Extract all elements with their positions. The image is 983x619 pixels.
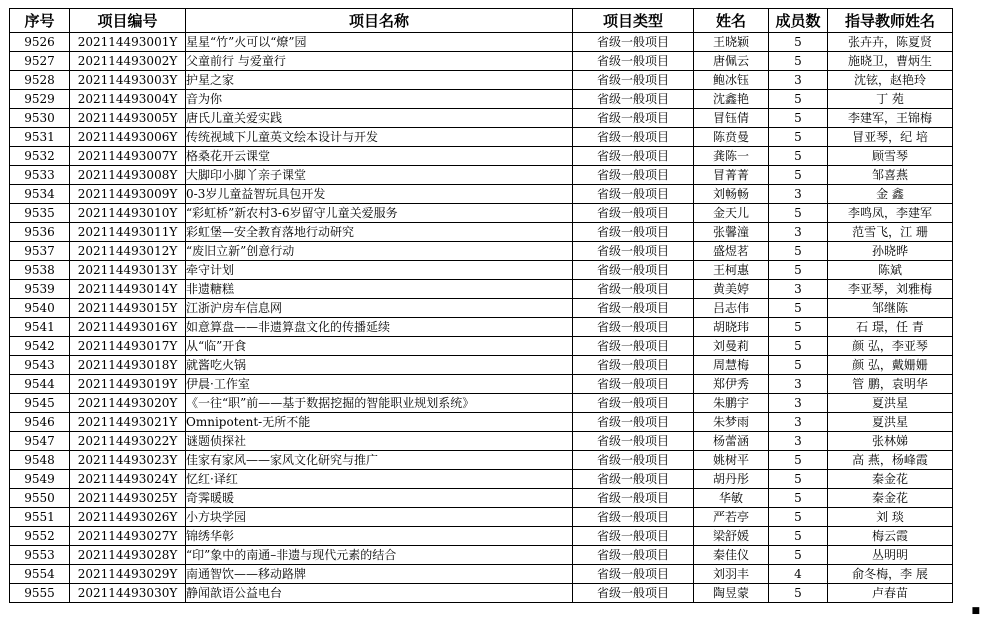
header-count: 成员数	[769, 9, 828, 33]
header-member: 姓名	[694, 9, 769, 33]
cell-code: 202114493006Y	[70, 128, 186, 147]
cell-code: 202114493007Y	[70, 147, 186, 166]
cell-type: 省级一般项目	[573, 204, 694, 223]
cell-count: 3	[769, 280, 828, 299]
cell-advisor: 梅云霞	[828, 527, 953, 546]
cell-count: 5	[769, 508, 828, 527]
cell-count: 5	[769, 261, 828, 280]
cell-member: 周慧梅	[694, 356, 769, 375]
header-advisor: 指导教师姓名	[828, 9, 953, 33]
cell-advisor: 顾雪琴	[828, 147, 953, 166]
cell-member: 王柯惠	[694, 261, 769, 280]
table-row	[10, 508, 953, 527]
cell-count: 5	[769, 109, 828, 128]
cell-seq: 9540	[10, 299, 70, 318]
cell-advisor: 陈斌	[828, 261, 953, 280]
cell-count: 3	[769, 413, 828, 432]
cell-name: “废旧立新”创意行动	[186, 242, 573, 261]
cell-advisor: 秦金花	[828, 489, 953, 508]
cell-code: 202114493026Y	[70, 508, 186, 527]
cell-code: 202114493029Y	[70, 565, 186, 584]
cell-advisor: 秦金花	[828, 470, 953, 489]
cell-type: 省级一般项目	[573, 109, 694, 128]
cell-seq: 9552	[10, 527, 70, 546]
cell-seq: 9555	[10, 584, 70, 603]
cell-advisor: 管 鹏，袁明华	[828, 375, 953, 394]
table-row	[10, 109, 953, 128]
cell-code: 202114493027Y	[70, 527, 186, 546]
cell-name: 护星之家	[186, 71, 573, 90]
cell-type: 省级一般项目	[573, 451, 694, 470]
cell-name: 大脚印小脚丫亲子课堂	[186, 166, 573, 185]
cell-seq: 9536	[10, 223, 70, 242]
cell-name: 唐氏儿童关爱实践	[186, 109, 573, 128]
cell-member: 冒钰倩	[694, 109, 769, 128]
cell-seq: 9534	[10, 185, 70, 204]
cell-member: 华敏	[694, 489, 769, 508]
cell-name: 佳家有家风——家风文化研究与推广	[186, 451, 573, 470]
cell-count: 5	[769, 470, 828, 489]
table-row	[10, 546, 953, 565]
cell-count: 5	[769, 527, 828, 546]
cell-code: 202114493022Y	[70, 432, 186, 451]
cell-type: 省级一般项目	[573, 147, 694, 166]
cell-advisor: 石 璟，任 青	[828, 318, 953, 337]
cell-member: 王晓颖	[694, 33, 769, 52]
cell-code: 202114493024Y	[70, 470, 186, 489]
cell-code: 202114493015Y	[70, 299, 186, 318]
cell-seq: 9542	[10, 337, 70, 356]
cell-advisor: 夏洪星	[828, 413, 953, 432]
cell-advisor: 施晓卫，曹炳生	[828, 52, 953, 71]
cell-type: 省级一般项目	[573, 337, 694, 356]
cell-code: 202114493023Y	[70, 451, 186, 470]
table-row	[10, 527, 953, 546]
cell-type: 省级一般项目	[573, 261, 694, 280]
cell-member: 杨蕾涵	[694, 432, 769, 451]
cell-member: 陶昱蒙	[694, 584, 769, 603]
cell-name: 父童前行 与爱童行	[186, 52, 573, 71]
cell-count: 3	[769, 71, 828, 90]
cell-type: 省级一般项目	[573, 128, 694, 147]
table-row	[10, 147, 953, 166]
cell-count: 5	[769, 337, 828, 356]
cell-seq: 9554	[10, 565, 70, 584]
cell-seq: 9532	[10, 147, 70, 166]
cell-name: 《一往“职”前——基于数据挖掘的智能职业规划系统》	[186, 394, 573, 413]
cell-code: 202114493017Y	[70, 337, 186, 356]
cell-count: 5	[769, 147, 828, 166]
cell-advisor: 李亚琴，刘雅梅	[828, 280, 953, 299]
cell-name: 从“临”开食	[186, 337, 573, 356]
cell-member: 刘曼莉	[694, 337, 769, 356]
cell-seq: 9539	[10, 280, 70, 299]
cell-count: 5	[769, 166, 828, 185]
cell-seq: 9548	[10, 451, 70, 470]
cell-type: 省级一般项目	[573, 527, 694, 546]
cell-name: 江浙沪房车信息网	[186, 299, 573, 318]
cell-type: 省级一般项目	[573, 394, 694, 413]
cell-count: 5	[769, 33, 828, 52]
cell-advisor: 张卉卉，陈夏贤	[828, 33, 953, 52]
cell-advisor: 颜 弘，李亚琴	[828, 337, 953, 356]
header-seq: 序号	[10, 9, 70, 33]
cell-member: 朱鹏宇	[694, 394, 769, 413]
cell-count: 5	[769, 356, 828, 375]
cell-advisor: 李建军，王锦梅	[828, 109, 953, 128]
cell-type: 省级一般项目	[573, 242, 694, 261]
table-row	[10, 432, 953, 451]
table-row	[10, 128, 953, 147]
table-row	[10, 337, 953, 356]
cell-member: 金天儿	[694, 204, 769, 223]
table-row	[10, 318, 953, 337]
cell-name: 小方块学园	[186, 508, 573, 527]
cell-type: 省级一般项目	[573, 71, 694, 90]
cell-seq: 9527	[10, 52, 70, 71]
cell-name: 0-3岁儿童益智玩具包开发	[186, 185, 573, 204]
cell-count: 5	[769, 90, 828, 109]
cell-code: 202114493008Y	[70, 166, 186, 185]
cell-name: 非遗糖糕	[186, 280, 573, 299]
cell-code: 202114493001Y	[70, 33, 186, 52]
cell-seq: 9551	[10, 508, 70, 527]
table-row	[10, 451, 953, 470]
cell-type: 省级一般项目	[573, 299, 694, 318]
cell-count: 5	[769, 52, 828, 71]
cell-count: 5	[769, 242, 828, 261]
table-row	[10, 565, 953, 584]
cell-seq: 9553	[10, 546, 70, 565]
cell-type: 省级一般项目	[573, 375, 694, 394]
cell-type: 省级一般项目	[573, 90, 694, 109]
cell-member: 张馨潼	[694, 223, 769, 242]
cell-name: “印”象中的南通–非遗与现代元素的结合	[186, 546, 573, 565]
cell-advisor: 丁 苑	[828, 90, 953, 109]
cell-count: 5	[769, 489, 828, 508]
table-row	[10, 356, 953, 375]
cell-count: 5	[769, 546, 828, 565]
cell-code: 202114493019Y	[70, 375, 186, 394]
cell-type: 省级一般项目	[573, 584, 694, 603]
table-row	[10, 223, 953, 242]
cell-code: 202114493021Y	[70, 413, 186, 432]
table-row	[10, 166, 953, 185]
cell-member: 龚陈一	[694, 147, 769, 166]
cell-name: 忆红·译红	[186, 470, 573, 489]
cell-count: 3	[769, 432, 828, 451]
cell-seq: 9546	[10, 413, 70, 432]
cell-member: 冒菁菁	[694, 166, 769, 185]
table-row	[10, 375, 953, 394]
cell-seq: 9545	[10, 394, 70, 413]
table-row	[10, 584, 953, 603]
table-row	[10, 204, 953, 223]
cell-seq: 9526	[10, 33, 70, 52]
cell-type: 省级一般项目	[573, 318, 694, 337]
cell-advisor: 范雪飞，江 珊	[828, 223, 953, 242]
cell-seq: 9528	[10, 71, 70, 90]
cell-advisor: 邹喜燕	[828, 166, 953, 185]
cell-member: 黄美婷	[694, 280, 769, 299]
cell-type: 省级一般项目	[573, 470, 694, 489]
cell-member: 唐佩云	[694, 52, 769, 71]
cell-seq: 9541	[10, 318, 70, 337]
cell-type: 省级一般项目	[573, 432, 694, 451]
cell-seq: 9531	[10, 128, 70, 147]
table-row	[10, 71, 953, 90]
cell-code: 202114493030Y	[70, 584, 186, 603]
cell-code: 202114493010Y	[70, 204, 186, 223]
table-body	[10, 33, 953, 603]
cell-seq: 9533	[10, 166, 70, 185]
cell-member: 吕志伟	[694, 299, 769, 318]
header-name: 项目名称	[186, 9, 573, 33]
project-table	[9, 8, 953, 603]
cell-count: 3	[769, 394, 828, 413]
cell-code: 202114493020Y	[70, 394, 186, 413]
cell-type: 省级一般项目	[573, 185, 694, 204]
cell-code: 202114493009Y	[70, 185, 186, 204]
cell-name: Omnipotent-无所不能	[186, 413, 573, 432]
table-row	[10, 489, 953, 508]
cell-name: 伊晨·工作室	[186, 375, 573, 394]
cell-type: 省级一般项目	[573, 489, 694, 508]
cell-name: 就酱吃火锅	[186, 356, 573, 375]
cell-name: 静闻歆语公益电台	[186, 584, 573, 603]
cell-advisor: 冒亚琴，纪 培	[828, 128, 953, 147]
cell-type: 省级一般项目	[573, 356, 694, 375]
cell-advisor: 俞冬梅，李 展	[828, 565, 953, 584]
cell-member: 盛煜茗	[694, 242, 769, 261]
cell-advisor: 高 燕，杨峰霞	[828, 451, 953, 470]
cell-count: 5	[769, 451, 828, 470]
header-row	[10, 9, 953, 33]
cell-member: 陈贲曼	[694, 128, 769, 147]
cell-code: 202114493028Y	[70, 546, 186, 565]
table-row	[10, 52, 953, 71]
cell-advisor: 金 鑫	[828, 185, 953, 204]
cell-seq: 9529	[10, 90, 70, 109]
cell-type: 省级一般项目	[573, 223, 694, 242]
cell-member: 梁舒媛	[694, 527, 769, 546]
cell-seq: 9543	[10, 356, 70, 375]
cell-code: 202114493016Y	[70, 318, 186, 337]
cell-name: 谜题侦探社	[186, 432, 573, 451]
cell-name: 南通智饮——移动路牌	[186, 565, 573, 584]
cell-advisor: 孙晓晔	[828, 242, 953, 261]
cell-seq: 9544	[10, 375, 70, 394]
cell-advisor: 丛明明	[828, 546, 953, 565]
cell-member: 刘畅畅	[694, 185, 769, 204]
cell-member: 刘羽丰	[694, 565, 769, 584]
cell-name: 锦绣华彰	[186, 527, 573, 546]
cell-seq: 9549	[10, 470, 70, 489]
cell-count: 4	[769, 565, 828, 584]
cell-type: 省级一般项目	[573, 565, 694, 584]
cell-member: 朱梦雨	[694, 413, 769, 432]
cell-member: 胡丹彤	[694, 470, 769, 489]
cell-type: 省级一般项目	[573, 546, 694, 565]
cell-advisor: 沈铉，赵艳玲	[828, 71, 953, 90]
cell-code: 202114493011Y	[70, 223, 186, 242]
header-type: 项目类型	[573, 9, 694, 33]
cell-name: 牵守计划	[186, 261, 573, 280]
cell-type: 省级一般项目	[573, 166, 694, 185]
table-row	[10, 261, 953, 280]
cell-code: 202114493018Y	[70, 356, 186, 375]
cell-member: 严若亭	[694, 508, 769, 527]
cell-seq: 9530	[10, 109, 70, 128]
cell-count: 3	[769, 375, 828, 394]
cell-type: 省级一般项目	[573, 52, 694, 71]
corner-mark-icon: ■	[971, 606, 980, 616]
cell-member: 鲍冰钰	[694, 71, 769, 90]
cell-code: 202114493013Y	[70, 261, 186, 280]
cell-code: 202114493004Y	[70, 90, 186, 109]
cell-name: 音为你	[186, 90, 573, 109]
cell-count: 5	[769, 318, 828, 337]
cell-name: 彩虹堡—安全教育落地行动研究	[186, 223, 573, 242]
cell-code: 202114493002Y	[70, 52, 186, 71]
table-row	[10, 90, 953, 109]
cell-name: “彩虹桥”新农村3-6岁留守儿童关爱服务	[186, 204, 573, 223]
cell-seq: 9537	[10, 242, 70, 261]
cell-count: 3	[769, 185, 828, 204]
cell-member: 姚树平	[694, 451, 769, 470]
cell-type: 省级一般项目	[573, 280, 694, 299]
table-row	[10, 185, 953, 204]
table-row	[10, 299, 953, 318]
cell-seq: 9535	[10, 204, 70, 223]
cell-code: 202114493005Y	[70, 109, 186, 128]
cell-count: 5	[769, 128, 828, 147]
cell-code: 202114493012Y	[70, 242, 186, 261]
cell-code: 202114493003Y	[70, 71, 186, 90]
cell-seq: 9550	[10, 489, 70, 508]
cell-member: 沈鑫艳	[694, 90, 769, 109]
cell-seq: 9547	[10, 432, 70, 451]
cell-name: 格桑花开云课堂	[186, 147, 573, 166]
table-row	[10, 242, 953, 261]
cell-advisor: 刘 琰	[828, 508, 953, 527]
cell-advisor: 夏洪星	[828, 394, 953, 413]
cell-seq: 9538	[10, 261, 70, 280]
cell-member: 胡晓玮	[694, 318, 769, 337]
cell-count: 3	[769, 223, 828, 242]
cell-name: 如意算盘——非遗算盘文化的传播延续	[186, 318, 573, 337]
cell-code: 202114493014Y	[70, 280, 186, 299]
cell-member: 郑伊秀	[694, 375, 769, 394]
cell-advisor: 邹继陈	[828, 299, 953, 318]
table-row	[10, 394, 953, 413]
table-row	[10, 33, 953, 52]
cell-member: 秦佳仪	[694, 546, 769, 565]
table-row	[10, 413, 953, 432]
cell-count: 5	[769, 299, 828, 318]
cell-count: 5	[769, 204, 828, 223]
cell-type: 省级一般项目	[573, 508, 694, 527]
table-row	[10, 470, 953, 489]
cell-advisor: 张林娣	[828, 432, 953, 451]
cell-type: 省级一般项目	[573, 33, 694, 52]
cell-advisor: 李鸣凤，李建军	[828, 204, 953, 223]
cell-type: 省级一般项目	[573, 413, 694, 432]
cell-count: 5	[769, 584, 828, 603]
cell-name: 奇霁暖暖	[186, 489, 573, 508]
header-code: 项目编号	[70, 9, 186, 33]
cell-advisor: 颜 弘，戴姗姗	[828, 356, 953, 375]
cell-code: 202114493025Y	[70, 489, 186, 508]
cell-name: 星星“竹”火可以“燎”园	[186, 33, 573, 52]
table-row	[10, 280, 953, 299]
cell-name: 传统视域下儿童英文绘本设计与开发	[186, 128, 573, 147]
cell-advisor: 卢春苗	[828, 584, 953, 603]
